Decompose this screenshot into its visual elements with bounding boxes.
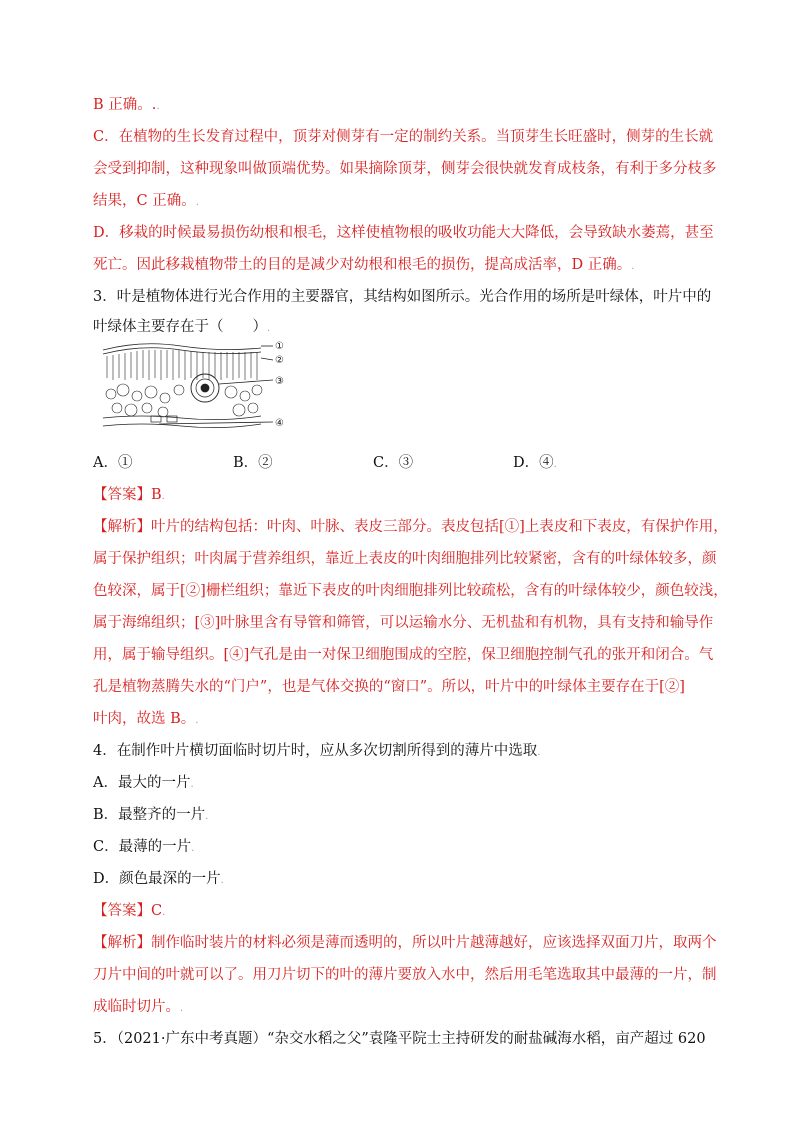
prev-option-d-line1: D．移栽的时候最易损伤幼根和根毛，这样使植物根的吸收功能大大降低，会导致缺水萎蔫，甚至 xyxy=(93,225,714,241)
question-3-analysis-line6: 孔是植物蒸腾失水的“门户”，也是气体交换的“窗口”。所以，叶片中的叶绿体主要存在于[②] xyxy=(93,679,685,695)
figure-label-4: ④ xyxy=(275,418,284,429)
question-4-stem: 4．在制作叶片横切面临时切片时，应从多次切割所得到的薄片中选取. xyxy=(93,743,541,759)
leaf-cross-section-figure xyxy=(101,338,301,438)
question-4-option-a: A．最大的一片. xyxy=(93,775,194,791)
question-3-answer: 【答案】B. xyxy=(93,487,165,503)
question-5-stem: 5．（2021·广东中考真题）“杂交水稻之父”袁隆平院士主持研发的耐盐碱海水稻，亩产超过 620 xyxy=(93,1031,706,1047)
question-4-analysis-line1: 【解析】制作临时装片的材料必须是薄而透明的，所以叶片越薄越好，应该选择双面刀片，取两个 xyxy=(93,935,717,951)
figure-label-1: ① xyxy=(275,341,284,352)
question-3-option-d: D．④. xyxy=(513,455,557,471)
question-4-option-b: B．最整齐的一片. xyxy=(93,807,209,823)
question-3-option-b: B．② xyxy=(233,455,273,471)
question-4-answer: 【答案】C. xyxy=(93,903,166,919)
question-3-option-a: A．① xyxy=(93,455,133,471)
prev-option-c-line1: C．在植物的生长发育过程中，顶芽对侧芽有一定的制约关系。当顶芽生长旺盛时，侧芽的生长就 xyxy=(93,129,714,145)
question-3-analysis-line7: 叶肉，故选 B。. xyxy=(93,711,199,727)
prev-option-c-line3: 结果，C 正确。. xyxy=(93,193,199,209)
prev-option-b: B 正确。.. xyxy=(93,97,160,113)
prev-option-d-line2: 死亡。因此移栽植物带土的目的是减少对幼根和根毛的损伤，提高成活率，D 正确。. xyxy=(93,257,635,273)
question-3-option-c: C．③ xyxy=(373,455,414,471)
question-3-analysis-line5: 用，属于输导组织。[④]气孔是由一对保卫细胞围成的空腔，保卫细胞控制气孔的张开和闭合。气 xyxy=(93,647,714,663)
figure-label-3: ③ xyxy=(275,376,284,387)
question-4-option-d: D．颜色最深的一片. xyxy=(93,871,224,887)
question-3-analysis-line2: 属于保护组织；叶肉属于营养组织，靠近上表皮的叶肉细胞排列比较紧密，含有的叶绿体较多，颜 xyxy=(93,551,717,567)
question-3-stem-line1: 3．叶是植物体进行光合作用的主要器官，其结构如图所示。光合作用的场所是叶绿体，叶片中的 xyxy=(93,289,712,305)
question-3-analysis-line3: 色较深，属于[②]栅栏组织；靠近下表皮的叶肉细胞排列比较疏松，含有的叶绿体较少，颜色较浅， xyxy=(93,583,728,599)
figure-label-2: ② xyxy=(275,355,284,366)
question-4-option-c: C．最薄的一片. xyxy=(93,839,195,855)
leaf-cross-section-drawing xyxy=(103,344,273,428)
question-4-analysis-line3: 成临时切片。. xyxy=(93,999,184,1015)
question-3-analysis-line1: 【解析】叶片的结构包括：叶肉、叶脉、表皮三部分。表皮包括[①]上表皮和下表皮，有保护作用， xyxy=(93,519,728,535)
question-3-analysis-line4: 属于海绵组织；[③]叶脉里含有导管和筛管，可以运输水分、无机盐和有机物，具有支持和输导作 xyxy=(93,615,714,631)
question-3-stem-line2: 叶绿体主要存在于（ ）. xyxy=(93,319,271,335)
prev-option-c-line2: 会受到抑制，这种现象叫做顶端优势。如果摘除顶芽，侧芽会很快就发育成枝条，有利于多分枝多 xyxy=(93,161,717,177)
question-4-analysis-line2: 刀片中间的叶就可以了。用刀片切下的叶的薄片要放入水中，然后用毛笔选取其中最薄的一片，制 xyxy=(93,967,717,983)
